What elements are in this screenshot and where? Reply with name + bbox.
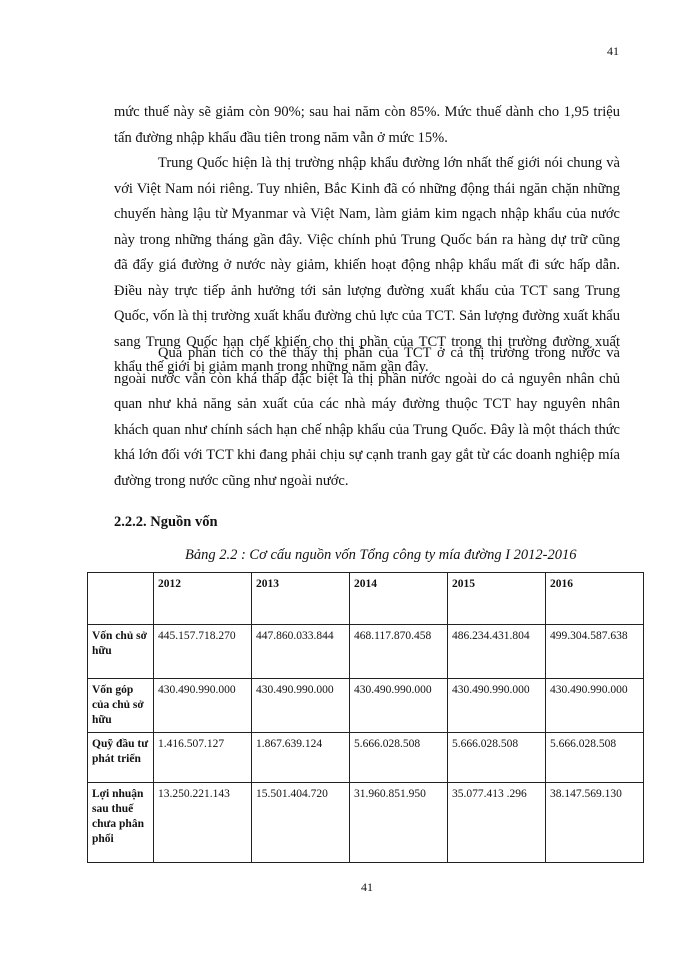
table-cell: 15.501.404.720 [252,783,350,863]
row-label: Vốn chủ sở hữu [88,625,154,679]
paragraph-text: Trung Quốc hiện là thị trường nhập khẩu đường lớn nhất thế giới nói chung và với Việt Nam nói riêng. Tuy nhiên, Bắc Kinh đã có những động thái ngăn chặn những chuyến hàng lậu từ Myanmar và Việt Nam, làm giảm kim ngạch nhập khẩu của nước này trong những tháng gần đây. Việc chính phủ Trung Quốc bán ra hàng dự trữ cũng đã đẩy giá đường ở nước này giảm, khiến hoạt động nhập khẩu mất đi sức hấp dẫn. Điều này trực tiếp ảnh hưởng tới sản lượng đường xuất khẩu của TCT sang Trung Quốc, vốn là thị trường xuất khẩu đường chủ lực của TCT. Sản lượng đường xuất khẩu sang Trung Quốc hạn chế khiến cho thị phần của TCT trong thị trường đường xuất khẩu thế giới bị giảm mạnh trong những năm gần đây. [114,155,620,375]
table-cell: 38.147.569.130 [546,783,644,863]
table-cell: 13.250.221.143 [154,783,252,863]
table-row [88,733,644,783]
page-number-bottom: 41 [361,880,373,894]
header-cell-year: 2013 [252,573,350,625]
table-cell: 1.416.507.127 [154,733,252,783]
table-header-row [88,573,644,625]
header-cell-year: 2012 [154,573,252,625]
table-cell: 430.490.990.000 [154,679,252,733]
table-cell: 31.960.851.950 [350,783,448,863]
table-cell: 468.117.870.458 [350,625,448,679]
row-label: Lợi nhuận sau thuế chưa phân phối [88,783,154,863]
capital-structure-table [87,572,644,863]
table-cell: 35.077.413 .296 [448,783,546,863]
table-row [88,625,644,679]
row-label: Quỹ đầu tư phát triển [88,733,154,783]
table-cell: 430.490.990.000 [448,679,546,733]
table-cell: 430.490.990.000 [546,679,644,733]
paragraph-continued [114,100,620,151]
table-cell: 430.490.990.000 [252,679,350,733]
table-row [88,679,644,733]
paragraph-text: Qua phân tích có thể thấy thị phần của TCT ở cả thị trường trong nước và ngoài nước vẫn còn khá thấp đặc biệt là thị phần nước ngoài do cả nguyên nhân chủ quan như khả năng sản xuất của các nhà máy đường thuộc TCT hay nguyên nhân khách quan như chính sách hạn chế nhập khẩu của Trung Quốc. Đây là một thách thức khá lớn đối với TCT khi đang phải chịu sự cạnh tranh gay gắt từ các doanh nghiệp mía đường trong nước cũng như ngoài nước. [114,345,620,489]
paragraph-text: mức thuế này sẽ giảm còn 90%; sau hai năm còn 85%. Mức thuế dành cho 1,95 triệu tấn đường nhập khẩu đầu tiên trong năm vẫn ở mức 15%. [114,104,620,146]
row-label: Vốn góp của chủ sở hữu [88,679,154,733]
table-cell: 486.234.431.804 [448,625,546,679]
paragraph-market-share-analysis [114,341,620,494]
table-cell: 430.490.990.000 [350,679,448,733]
table-cell: 5.666.028.508 [448,733,546,783]
table-cell: 5.666.028.508 [350,733,448,783]
table-caption: Bảng 2.2 : Cơ cấu nguồn vốn Tổng công ty mía đường I 2012-2016 [185,547,577,563]
header-cell-year: 2015 [448,573,546,625]
table-cell: 499.304.587.638 [546,625,644,679]
table-cell: 1.867.639.124 [252,733,350,783]
table-cell: 5.666.028.508 [546,733,644,783]
section-heading: 2.2.2. Nguồn vốn [114,514,218,530]
table-cell: 447.860.033.844 [252,625,350,679]
page-number-top: 41 [607,44,619,58]
header-cell-year: 2014 [350,573,448,625]
header-cell-empty [88,573,154,625]
header-cell-year: 2016 [546,573,644,625]
table-cell: 445.157.718.270 [154,625,252,679]
table-row [88,783,644,863]
